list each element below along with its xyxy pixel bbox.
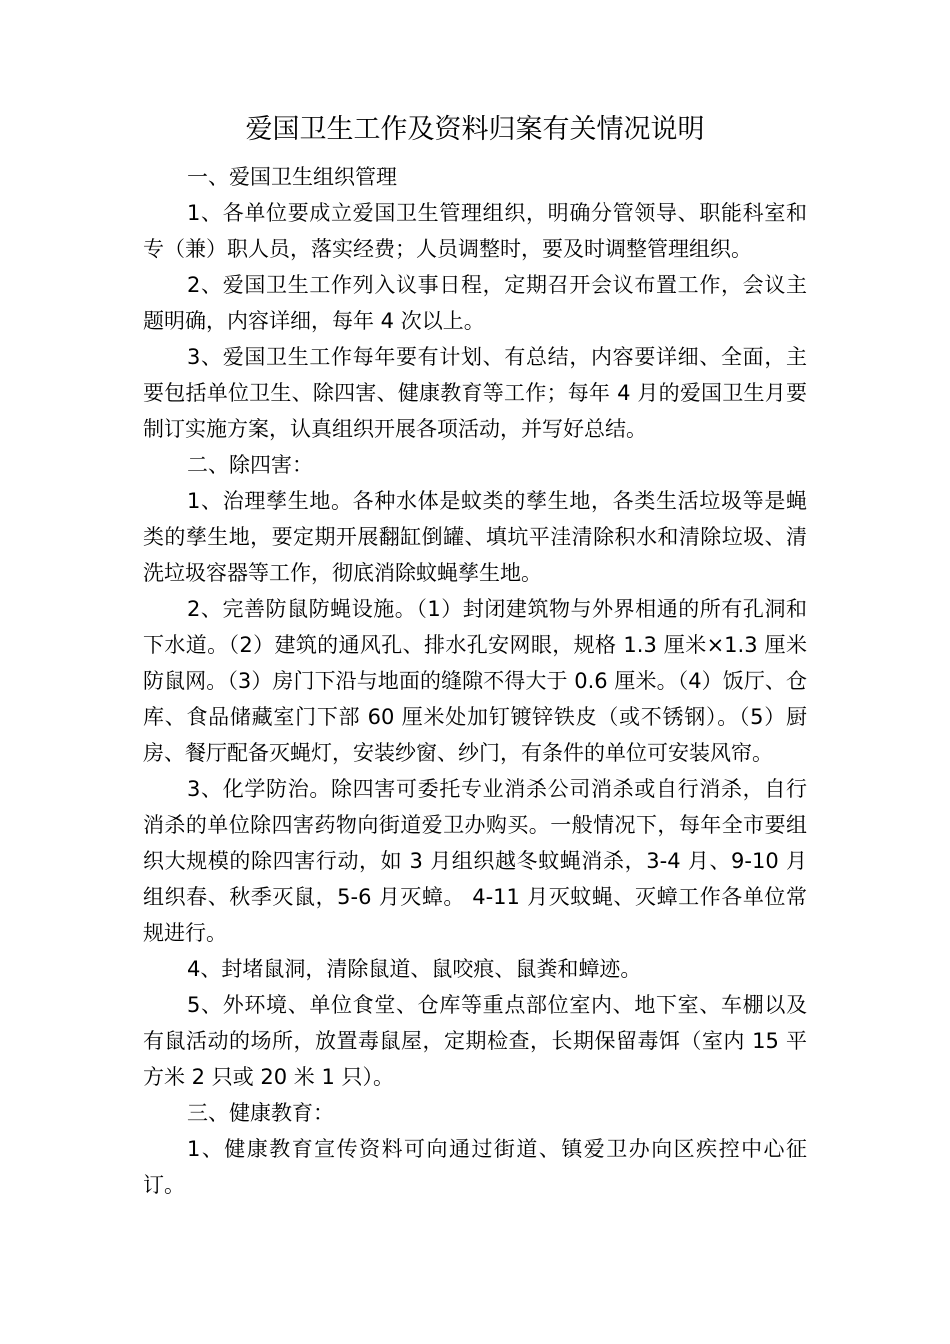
paragraph: 4、封堵鼠洞，清除鼠道、鼠咬痕、鼠粪和蟑迹。 [187,957,642,981]
paragraph: 2、爱国卫生工作列入议事日程，定期召开会议布置工作，会议主题明确，内容详细，每年 4 次以上。 [143,273,807,333]
paragraph: 1、健康教育宣传资料可向通过街道、镇爱卫办向区疾控中心征订。 [143,1137,807,1197]
paragraph: 1、各单位要成立爱国卫生管理组织，明确分管领导、职能科室和专（兼）职人员，落实经费；人员调整时，要及时调整管理组织。 [143,201,807,261]
section-heading-organization: 一、爱国卫生组织管理 [187,165,397,189]
section-heading-pest-control: 二、除四害： [187,453,313,477]
document-body [143,159,807,1203]
document-title: 爱国卫生工作及资料归案有关情况说明 [245,114,705,145]
paragraph: 2、完善防鼠防蝇设施。（1）封闭建筑物与外界相通的所有孔洞和下水道。（2）建筑的通风孔、排水孔安网眼，规格 1.3 厘米×1.3 厘米防鼠网。（3）房门下沿与地面的缝隙不得大于 0.6 厘米。（4）饭厅、仓库、食品储藏室门下部 60 厘米处加钉镀锌铁皮（或不锈钢）。（5）厨房、餐厅配备灭蝇灯，安装纱窗、纱门，有条件的单位可安装风帘。 [143,597,807,765]
paragraph: 1、治理孳生地。各种水体是蚊类的孳生地，各类生活垃圾等是蝇类的孳生地，要定期开展翻缸倒罐、填坑平洼清除积水和清除垃圾、清洗垃圾容器等工作，彻底消除蚊蝇孳生地。 [143,489,807,585]
section-heading-health-education: 三、健康教育： [187,1101,334,1125]
paragraph: 3、爱国卫生工作每年要有计划、有总结，内容要详细、全面，主要包括单位卫生、除四害、健康教育等工作；每年 4 月的爱国卫生月要制订实施方案，认真组织开展各项活动，并写好总结。 [143,345,807,441]
paragraph: 3、化学防治。除四害可委托专业消杀公司消杀或自行消杀，自行消杀的单位除四害药物向街道爱卫办购买。一般情况下，每年全市要组织大规模的除四害行动，如 3 月组织越冬蚊蝇消杀，3-4 月、9-10 月组织春、秋季灭鼠，5-6 月灭蟑。 4-11 月灭蚊蝇、灭蟑工作各单位常规进行。 [143,777,807,945]
paragraph: 5、外环境、单位食堂、仓库等重点部位室内、地下室、车棚以及有鼠活动的场所，放置毒鼠屋，定期检查，长期保留毒饵（室内 15 平方米 2 只或 20 米 1 只）。 [143,993,807,1089]
